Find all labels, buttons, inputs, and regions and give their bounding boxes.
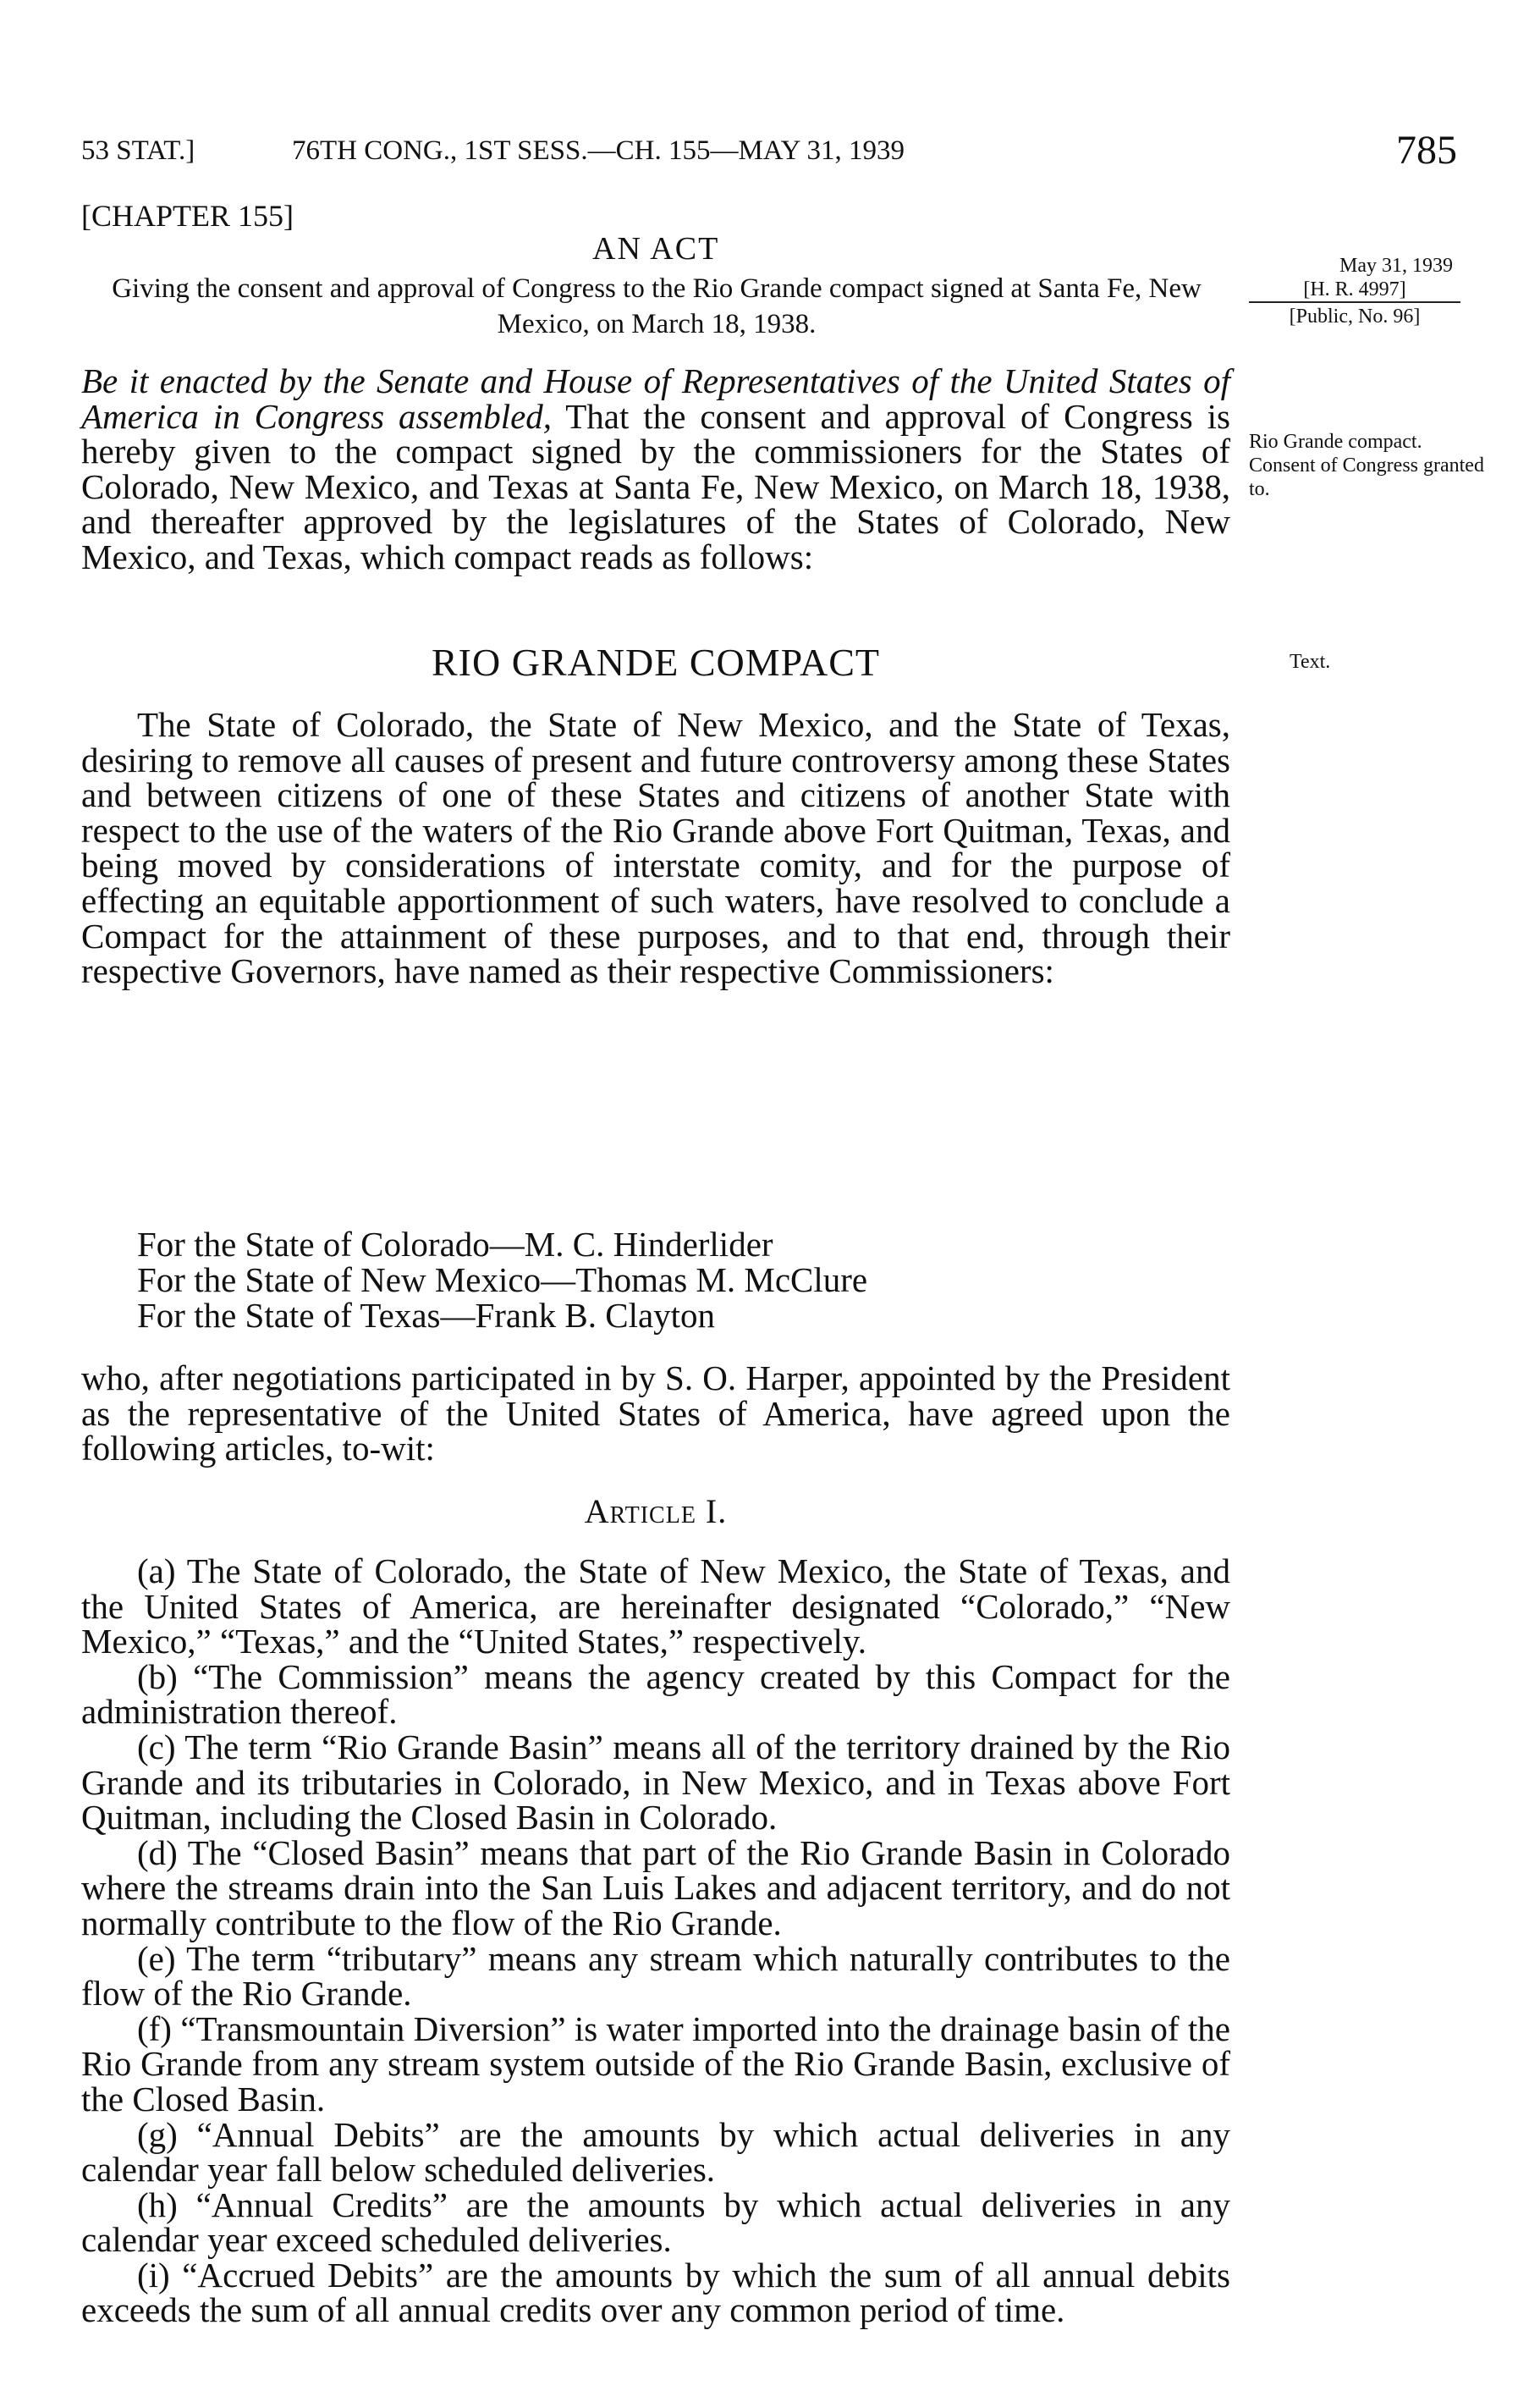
definition-e: (e) The term “tributary” means any stream which naturally contributes to the flow of the Rio Grande. xyxy=(81,1938,1230,2014)
article-definitions xyxy=(81,1551,1230,2330)
commissioner-texas: For the State of Texas—Frank B. Clayton xyxy=(137,1296,716,1335)
header-session: 76TH CONG., 1ST SESS.—CH. 155—MAY 31, 1939 xyxy=(292,135,905,166)
negotiation-statement: who, after negotiations participated in by S. O. Harper, appointed by the President as the representative of the United States of America, have agreed upon the following articles, to-wit: xyxy=(81,1358,1230,1468)
header-statute: 53 STAT.] xyxy=(81,135,195,166)
compact-title: RIO GRANDE COMPACT xyxy=(431,641,881,684)
margin-notes-rio-grande xyxy=(1249,430,1494,501)
margin-public-law: [Public, No. 96] xyxy=(1289,306,1421,328)
commissioner-colorado: For the State of Colorado—M. C. Hinderlider xyxy=(137,1225,773,1264)
definition-g: (g) “Annual Debits” are the amounts by which actual deliveries in any calendar year fall below scheduled deliveries. xyxy=(81,2114,1230,2190)
article-heading-text: Article I. xyxy=(584,1492,728,1530)
compact-preamble: The State of Colorado, the State of New Mexico, and the State of Texas, desiring to remove all causes of present and future controversy among these States and between citizens of one of these States and citizens of another State with respect to the use of the waters of the Rio Grande above Fort Quitman, Texas, and being moved by considerations of interstate comity, and for the purpose of effecting an equitable apportionment of such waters, have resolved to conclude a Compact for the attainment of these purposes, and to that end, through their respective Governors, have named as their respective Commissioners: xyxy=(81,705,1230,991)
margin-date: May 31, 1939 xyxy=(1339,255,1453,277)
definition-b: (b) “The Commission” means the agency created by this Compact for the administration thereof. xyxy=(81,1656,1230,1732)
definition-i: (i) “Accrued Debits” are the amounts by which the sum of all annual debits exceeds the sum of all annual credits over any common period of time. xyxy=(81,2255,1230,2330)
article-heading xyxy=(81,1491,1230,1531)
page-number: 785 xyxy=(1396,128,1457,173)
definition-a: (a) The State of Colorado, the State of New Mexico, the State of Texas, and the United States of America, are hereinafter designated “Colorado,” “New Mexico,” “Texas,” and the “United States,” respectively. xyxy=(81,1551,1230,1661)
margin-bill-number: [H. R. 4997] xyxy=(1249,278,1460,303)
margin-text: Text. xyxy=(1290,651,1331,673)
act-purpose: Giving the consent and approval of Congress to the Rio Grande compact signed at Santa Fe, New Mexico, on March 18, 1938. xyxy=(112,273,1202,339)
margin-rio-grande-compact: Rio Grande compact. xyxy=(1249,431,1422,453)
enacting-clause xyxy=(81,361,1230,576)
margin-consent-granted: Consent of Congress granted to. xyxy=(1249,455,1484,500)
act-heading: AN ACT xyxy=(592,231,720,267)
commissioner-new-mexico: For the State of New Mexico—Thomas M. McClure xyxy=(137,1260,868,1299)
definition-c: (c) The term “Rio Grande Basin” means all of the territory drained by the Rio Grande and its tributaries in Colorado, in New Mexico, and in Texas above Fort Quitman, including the Closed Basin in Colorado. xyxy=(81,1727,1230,1837)
chapter-label: [CHAPTER 155] xyxy=(81,199,294,233)
definition-d: (d) The “Closed Basin” means that part of the Rio Grande Basin in Colorado where the streams drain into the San Luis Lakes and adjacent territory, and do not normally contribute to the flow of the Rio Grande. xyxy=(81,1832,1230,1942)
enacting-formula: Be it enacted by the Senate and House of Representatives of the United States of America in Congress assembled, xyxy=(81,361,1230,436)
definition-h: (h) “Annual Credits” are the amounts by which actual deliveries in any calendar year exceed scheduled deliveries. xyxy=(81,2184,1230,2260)
definition-f: (f) “Transmountain Diversion” is water imported into the drainage basin of the Rio Grande from any stream system outside of the Rio Grande Basin, exclusive of the Closed Basin. xyxy=(81,2008,1230,2118)
enacting-body: That the consent and approval of Congress is hereby given to the compact signed by the commissioners for the States of Colorado, New Mexico, and Texas at Santa Fe, New Mexico, on March 18, 1938, and thereafter approved by the legislatures of the States of Colorado, New Mexico, and Texas, which compact reads as follows: xyxy=(81,396,1230,576)
